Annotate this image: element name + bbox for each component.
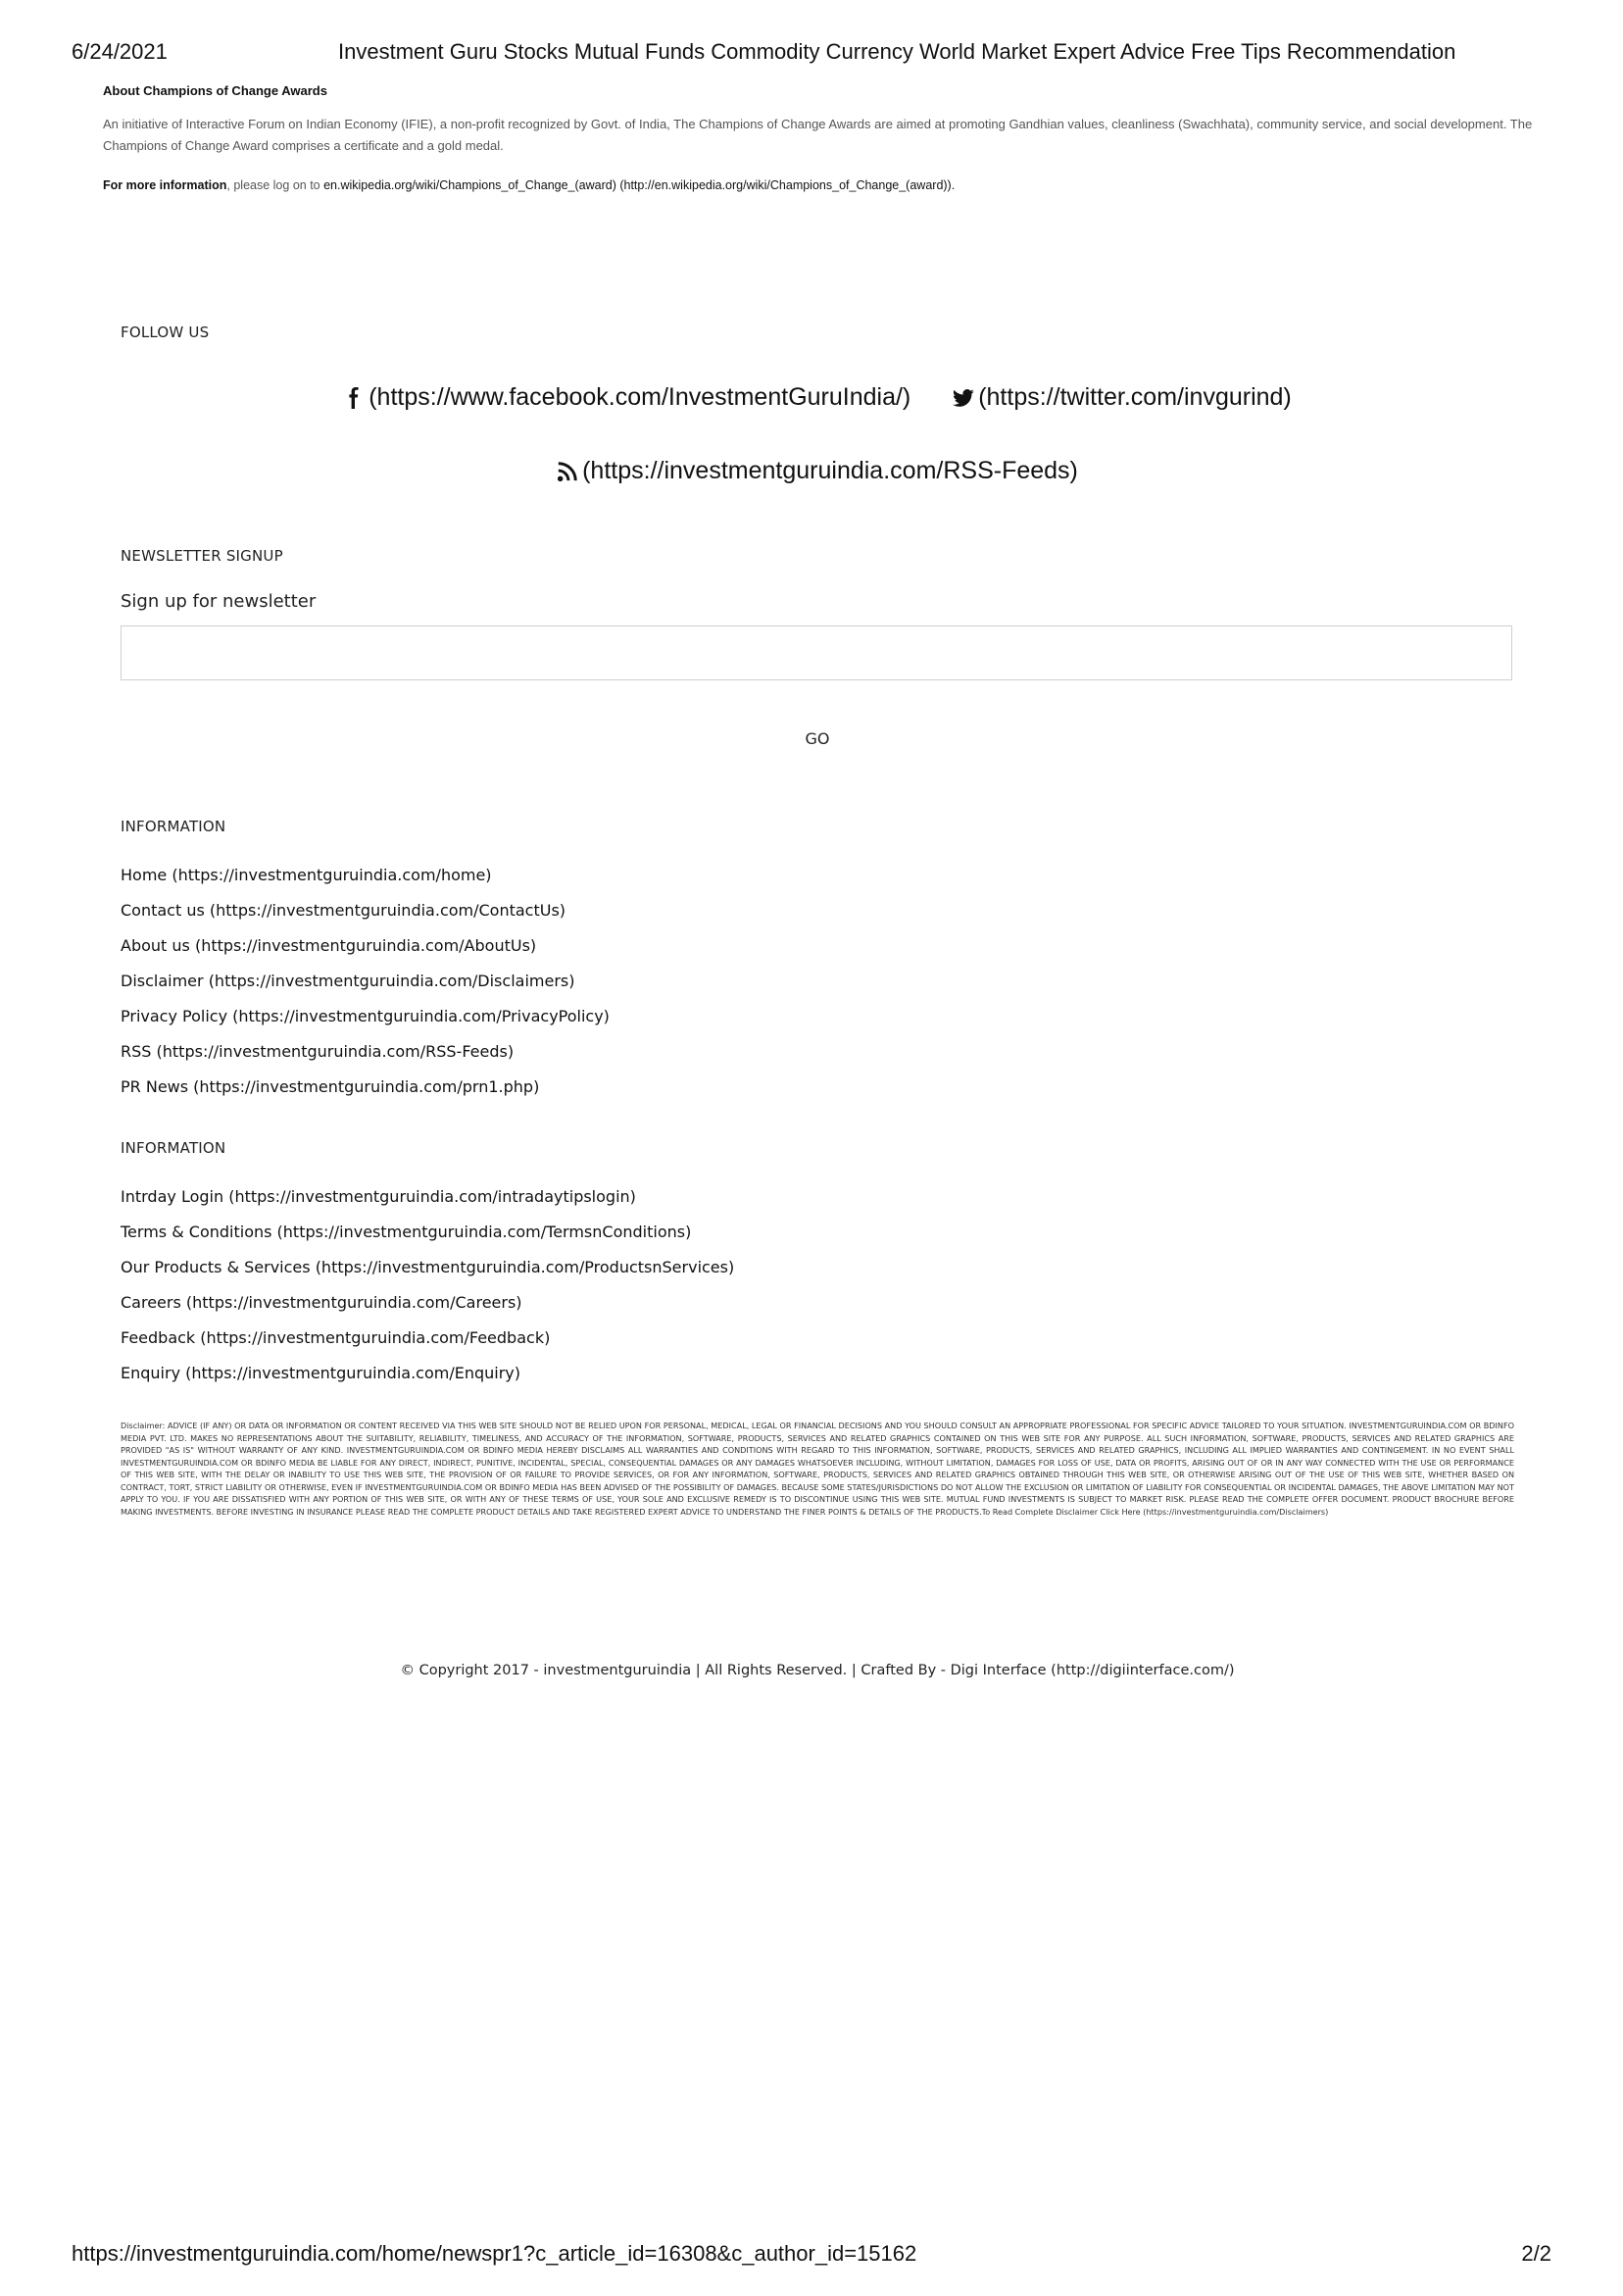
info-link-rss[interactable]: RSS (https://investmentguruindia.com/RSS-Feeds) (121, 1042, 515, 1061)
info-link-disclaimer[interactable]: Disclaimer (https://investmentguruindia.com/Disclaimers) (121, 972, 575, 990)
information-links-1 (121, 858, 610, 1105)
newsletter-go-button[interactable]: GO (121, 722, 1514, 756)
info-link-contact[interactable]: Contact us (https://investmentguruindia.com/ContactUs) (121, 901, 566, 920)
twitter-icon (953, 387, 974, 409)
print-footer (72, 2241, 1551, 2271)
info-link-careers[interactable]: Careers (https://investmentguruindia.com/Careers) (121, 1293, 522, 1312)
disclaimer-text: Disclaimer: ADVICE (IF ANY) OR DATA OR INFORMATION OR CONTENT RECEIVED VIA THIS WEB SITE SHOULD NOT BE RELIED UPON FOR PERSONAL, MEDICAL, LEGAL OR FINANCIAL DECISIONS AND YOU SHOULD CONSULT AN APPROPRIATE PROFESSIONAL FOR SPECIFIC ADVICE TAILORED TO YOUR SITUATION. INVESTMENTGURUINDIA.COM OR BDINFO MEDIA PVT. LTD. MAKES NO REPRESENTATIONS ABOUT THE SUITABILITY, RELIABILITY, TIMELINESS, AND ACCURACY OF THE INFORMATION, SOFTWARE, PRODUCTS, SERVICES AND RELATED GRAPHICS CONTAINED ON THIS WEB SITE FOR ANY PURPOSE. ALL SUCH INFORMATION, SOFTWARE, PRODUCTS, SERVICES AND RELATED GRAPHICS ARE PROVIDED "AS IS" WITHOUT WARRANTY OF ANY KIND. INVESTMENTGURUINDIA.COM OR BDINFO MEDIA HEREBY DISCLAIMS ALL WARRANTIES AND CONDITIONS WITH REGARD TO THIS INFORMATION, SOFTWARE, PRODUCTS, SERVICES AND RELATED GRAPHICS, INCLUDING ALL IMPLIED WARRANTIES AND CONTINGEMENT. IN NO EVENT SHALL INVESTMENTGURUINDIA.COM OR BDINFO MEDIA BE LIABLE FOR ANY DIRECT, INDIRECT, PUNITIVE, INCIDENTAL, SPECIAL, CONSEQUENTIAL DAMAGES OR ANY DAMAGES WHATSOEVER INCLUDING, WITHOUT LIMITATION, DAMAGES FOR LOSS OF USE, DATA OR PROFITS, ARISING OUT OF OR IN ANY WAY CONNECTED WITH THE USE OR PERFORMANCE OF THIS WEB SITE, WITH THE DELAY OR INABILITY TO USE THIS WEB SITE, THE PROVISION OF OR FAILURE TO PROVIDE SERVICES, OR FOR ANY INFORMATION, SOFTWARE, PRODUCTS, SERVICES AND RELATED GRAPHICS OBTAINED THROUGH THIS WEB SITE, OR OTHERWISE ARISING OUT OF THE USE OF THIS WEB SITE, WHETHER BASED ON CONTRACT, TORT, STRICT LIABILITY OR OTHERWISE, EVEN IF INVESTMENTGURUINDIA.COM OR BDINFO MEDIA HAS BEEN ADVISED OF THE POSSIBILITY OF DAMAGES. BECAUSE SOME STATES/JURISDICTIONS DO NOT ALLOW THE EXCLUSION OR LIMITATION OF LIABILITY FOR CONSEQUENTIAL OR INCIDENTAL DAMAGES, THE ABOVE LIMITATION MAY NOT APPLY TO YOU. IF YOU ARE DISSATISFIED WITH ANY PORTION OF THIS WEB SITE, OR WITH ANY OF THESE TERMS OF USE, YOUR SOLE AND EXCLUSIVE REMEDY IS TO DISCONTINUE USING THIS WEB SITE. MUTUAL FUND INVESTMENTS IS SUBJECT TO MARKET RISK. PLEASE READ THE COMPLETE OFFER DOCUMENT. PRODUCT BROCHURE BEFORE MAKING INVESTMENTS. BEFORE INVESTING IN INSURANCE PLEASE READ THE COMPLETE PRODUCT DETAILS AND TAKE REGISTERED EXPERT ADVICE TO UNDERSTAND THE FINER POINTS & DETAILS OF THE PRODUCTS.To Read Complete Disclaimer Click Here (https://investmentguruindia.com/Disclaimers) (121, 1421, 1514, 1517)
about-title: About Champions of Change Awards (103, 83, 327, 98)
social-links-row (121, 383, 1514, 416)
print-page-number: 2/2 (1521, 2241, 1551, 2266)
info-link-enquiry[interactable]: Enquiry (https://investmentguruindia.com/Enquiry) (121, 1364, 521, 1382)
rss-url: (https://investmentguruindia.com/RSS-Feeds) (582, 457, 1078, 484)
rss-link[interactable] (557, 457, 1078, 485)
wikipedia-link[interactable]: en.wikipedia.org/wiki/Champions_of_Change_(award) (323, 178, 616, 192)
social-links-row-2 (121, 457, 1514, 489)
information-links-2 (121, 1179, 734, 1391)
twitter-url: (https://twitter.com/invgurind) (978, 383, 1292, 411)
facebook-url: (https://www.facebook.com/InvestmentGuruIndia/) (369, 383, 911, 411)
facebook-icon (343, 387, 365, 409)
info-link-home[interactable]: Home (https://investmentguruindia.com/home) (121, 866, 492, 884)
info-link-products[interactable]: Our Products & Services (https://investmentguruindia.com/ProductsnServices) (121, 1258, 735, 1276)
information-heading-1: INFORMATION (121, 818, 226, 835)
twitter-link[interactable] (953, 383, 1292, 412)
wikipedia-url: (http://en.wikipedia.org/wiki/Champions_of_Change_(award)). (615, 178, 956, 192)
about-section (103, 83, 1534, 205)
information-heading-2: INFORMATION (121, 1139, 226, 1157)
newsletter-email-input[interactable] (121, 625, 1512, 680)
print-date: 6/24/2021 (72, 39, 168, 64)
info-link-privacy[interactable]: Privacy Policy (https://investmentguruindia.com/PrivacyPolicy) (121, 1007, 610, 1025)
info-link-feedback[interactable]: Feedback (https://investmentguruindia.com/Feedback) (121, 1328, 551, 1347)
follow-us-heading: FOLLOW US (121, 324, 210, 341)
copyright-text: © Copyright 2017 - investmentguruindia | All Rights Reserved. | Crafted By - Digi Interface (http://digiinterface.com/) (400, 1663, 1235, 1678)
print-header (72, 39, 1551, 69)
newsletter-heading: NEWSLETTER SIGNUP (121, 547, 283, 565)
info-link-pr-news[interactable]: PR News (https://investmentguruindia.com/prn1.php) (121, 1077, 540, 1096)
info-link-terms[interactable]: Terms & Conditions (https://investmentguruindia.com/TermsnConditions) (121, 1223, 692, 1241)
rss-icon (557, 461, 578, 482)
facebook-link[interactable] (343, 383, 910, 412)
more-info-text: , please log on to (226, 178, 324, 192)
info-link-intraday-login[interactable]: Intrday Login (https://investmentguruindia.com/intradaytipslogin) (121, 1187, 636, 1206)
print-url: https://investmentguruindia.com/home/newspr1?c_article_id=16308&c_author_id=15162 (72, 2241, 917, 2266)
print-page-title: Investment Guru Stocks Mutual Funds Commodity Currency World Market Expert Advice Free Tips Recommendation (338, 39, 1456, 64)
newsletter-label: Sign up for newsletter (121, 591, 317, 612)
about-description: An initiative of Interactive Forum on Indian Economy (IFIE), a non-profit recognized by Govt. of India, The Champions of Change Awards are aimed at promoting Gandhian values, cleanliness (Swachhata), community service, and social development. The Champions of Change Award comprises a certificate and a gold medal. (103, 117, 1533, 153)
more-info (103, 178, 1534, 192)
info-link-about[interactable]: About us (https://investmentguruindia.com/AboutUs) (121, 936, 537, 955)
more-info-label: For more information (103, 178, 227, 192)
